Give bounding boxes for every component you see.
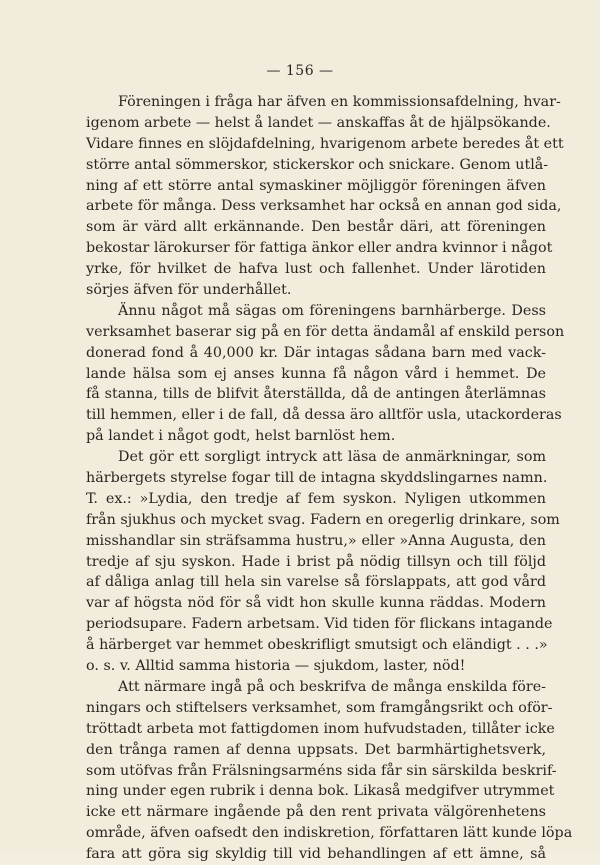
text-line: Vidare finnes en slöjdafdelning, hvarigenom arbete beredes åt ett [86, 135, 564, 152]
text-line: den trånga ramen af denna uppsats. Det barmhärtighetsverk, [86, 741, 546, 758]
text-line: större antal sömmerskor, stickerskor och snickare. Genom utlå- [86, 156, 549, 173]
text-line: af dåliga anlag till hela sin varelse så förslappats, att god vård [86, 574, 546, 591]
text-line: T. ex.: »Lydia, den tredje af fem syskon. Nyligen utkommen [86, 490, 546, 507]
text-line: lande hälsa som ej anses kunna få någon vård i hemmet. De [86, 365, 546, 382]
text-line: på landet i något godt, helst barnlöst hem. [86, 428, 396, 445]
text-line: donerad fond å 40,000 kr. Där intagas sådana barn med vack- [86, 344, 546, 361]
text-line: misshandlar sin sträfsamma hustru,» eller »Anna Augusta, den [86, 532, 546, 549]
text-line: yrke, för hvilket de hafva lust och fallenhet. Under lärotiden [86, 261, 546, 278]
text-line: var af högsta nöd för så vidt hon skulle kunna räddas. Modern [86, 595, 546, 612]
text-line: tröttadt arbeta mot fattigdomen inom hufvudstaden, tillåter icke [86, 720, 555, 737]
text-line: område, äfven oafsedt den indiskretion, författaren lätt kunde löpa [86, 825, 573, 842]
text-line: ningars och stiftelsers verksamhet, som framgångsrikt och oför- [86, 699, 553, 716]
text-line: icke ett närmare ingående på den rent privata välgörenhetens [86, 804, 546, 821]
page-number: — 156 — [266, 63, 334, 79]
text-line: Ännu något må sägas om föreningens barnhärberge. Dess [118, 302, 546, 319]
text-line: Det gör ett sorgligt intryck att läsa de anmärkningar, som [118, 449, 546, 466]
text-line: bekostar lärokurser för fattiga änkor eller andra kvinnor i något [86, 240, 553, 257]
text-line: från sjukhus och mycket svag. Fadern en oregerlig drinkare, som [86, 511, 560, 528]
text-line: härbergets styrelse fogar till de intagna skyddslingarnes namn. [86, 470, 548, 487]
text-line: sörjes äfven för underhållet. [86, 282, 292, 299]
text-line: Att närmare ingå på och beskrifva de många enskilda före- [118, 678, 546, 695]
text-line: till hemmen, eller i de fall, då dessa äro alltför usla, utackorderas [86, 407, 562, 424]
text-line: tredje af sju syskon. Hade i brist på nödig tillsyn och till följd [86, 553, 546, 570]
text-line: ning af ett större antal symaskiner möjliggör föreningen äfven [86, 177, 546, 194]
text-line: verksamhet baserar sig på en för detta ändamål af enskild person [86, 323, 565, 340]
text-line: Föreningen i fråga har äfven en kommissionsafdelning, hvar- [118, 94, 561, 110]
text-line: o. s. v. Alltid samma historia — sjukdom, laster, nöd! [86, 658, 466, 675]
text-line: ning under egen rubrik i denna bok. Likaså medgifver utrymmet [86, 783, 555, 800]
text-line: få stanna, tills de blifvit återställda, då de antingen återlämnas [86, 386, 546, 403]
text-line: arbete för många. Dess verksamhet har också en annan god sida, [86, 198, 562, 215]
text-line: å härberget var hemmet obeskrifligt smutsigt och eländigt . . .» [86, 637, 548, 654]
text-line: fara att göra sig skyldig till vid behandlingen af ett ämne, så [86, 846, 546, 863]
text-line: periodsupare. Fadern arbetsam. Vid tiden för flickans intagande [86, 616, 553, 633]
text-line: som är värd allt erkännande. Den består däri, att föreningen [86, 219, 546, 236]
text-line: igenom arbete — helst å landet — anskaffas åt de hjälpsökande. [86, 114, 551, 131]
text-line: som utöfvas från Frälsningsarméns sida får sin särskilda beskrif- [86, 762, 557, 779]
body-text [86, 92, 573, 865]
